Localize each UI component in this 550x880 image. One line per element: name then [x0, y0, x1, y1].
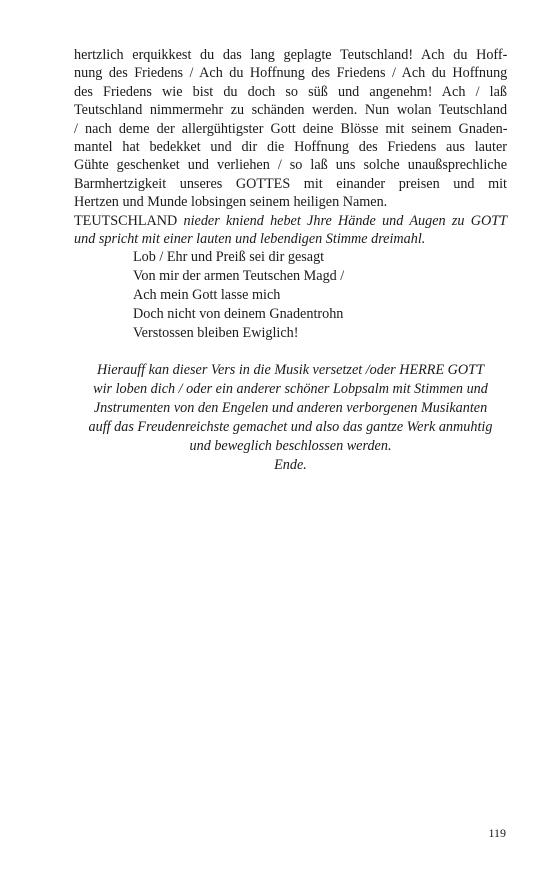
- closing-line: Jnstrumenten von den Engelen und anderen verborgenen Musikanten: [93, 400, 488, 417]
- stage-direction-line: [74, 212, 507, 230]
- prose-line: Teutschland nimmermehr zu schänden werden. Nun wolan Teutschland: [74, 102, 508, 119]
- verse-line: Von mir der armen Teutschen Magd /: [133, 268, 345, 285]
- prose-line: / nach deme der allergühtigster Gott deine Blösse mit seinem Gnaden-: [74, 120, 508, 137]
- page-number: 119: [488, 826, 506, 840]
- prose-line: mantel hat bedekket und dir die Hoffnung des Friedens aus lauter: [74, 139, 507, 156]
- verse-line: Doch nicht von deinem Gnadentrohn: [133, 306, 344, 323]
- verse-block: [133, 248, 507, 343]
- stage-direction: [74, 212, 507, 249]
- prose-line: Gühte geschenket und verliehen / so laß uns solche unaußsprechliche: [74, 157, 507, 174]
- verse-line: Lob / Ehr und Preiß sei dir gesagt: [133, 249, 325, 266]
- closing-line: wir loben dich / oder ein anderer schöner Lobpsalm mit Stimmen und: [93, 381, 488, 398]
- prose-line: nung des Friedens / Ach du Hoffnung des Friedens / Ach du Hoffnung: [74, 65, 508, 82]
- prose-paragraph: [74, 46, 507, 212]
- prose-line: Barmhertzigkeit unseres GOTTES mit einander preisen und mit: [74, 175, 507, 192]
- stage-direction-text: nieder kniend hebet Jhre Hände und Augen zu GOTT: [177, 212, 507, 229]
- closing-line: und beweglich beschlossen werden.: [189, 438, 392, 455]
- ende-label: Ende.: [274, 457, 307, 474]
- prose-line: des Friedens wie bist du doch so süß und angenehm! Ach / laß: [74, 83, 507, 100]
- prose-line: hertzlich erquikkest du das lang geplagte Teutschland! Ach du Hoff-: [74, 47, 508, 63]
- closing-stage-direction: [74, 361, 507, 475]
- closing-line: Hierauff kan dieser Vers in die Musik versetzet /oder HERRE GOTT: [97, 362, 484, 379]
- page-body: [74, 46, 507, 475]
- closing-line: auff das Freudenreichste gemachet und also das gantze Werk anmuhtig: [88, 419, 493, 436]
- prose-line: Hertzen und Munde lobsingen seinem heiligen Namen.: [74, 194, 388, 211]
- stage-direction-text: und spricht mit einer lauten und lebendigen Stimme dreimahl.: [74, 231, 426, 248]
- verse-line: Ach mein Gott lasse mich: [133, 287, 281, 304]
- verse-line: Verstossen bleiben Ewiglich!: [133, 325, 299, 342]
- speaker-name: TEUTSCHLAND: [74, 212, 178, 229]
